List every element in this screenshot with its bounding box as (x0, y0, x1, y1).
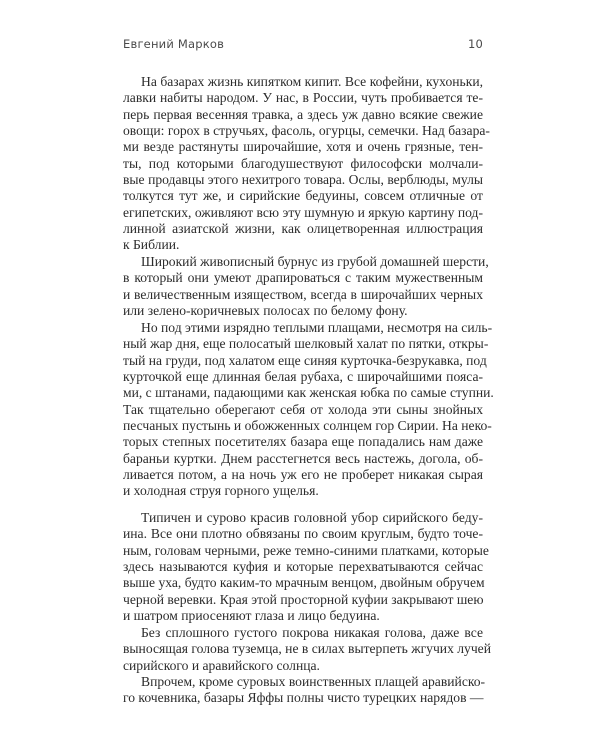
text-line: к Библии. (123, 237, 180, 253)
text-line: в который они умеют драпироваться с таким мужественным (123, 270, 483, 286)
paragraph (123, 320, 494, 500)
text-line: черной веревки. Края этой просторной куфии закрывают шею (123, 591, 484, 607)
paragraph (123, 674, 486, 707)
text-line: Типичен и сурово красив головной убор сирийского беду- (141, 510, 483, 525)
text-line: На базарах жизнь кипятком кипит. Все кофейни, кухоньки, (141, 74, 483, 89)
text-line: Так тщательно оберегают себя от холода эти сыны знойных (123, 401, 483, 417)
text-line: ным, головам черными, реже темно-синими платками, которые (123, 542, 489, 558)
text-line: бараньи куртки. Днем расстегнется весь настежь, догола, об- (123, 450, 483, 466)
text-line: овощи: горох в стручьях, фасоль, огурцы, семечки. Над базара- (123, 123, 490, 139)
text-line: ми, с штанами, падающими как женская юбка по самые ступни. (123, 385, 494, 401)
text-line: курточкой еще длинная белая рубаха, с широчайшими пояса- (123, 369, 483, 385)
text-line: ливается потом, а на ночь уж его не проберет никакая сырая (123, 467, 483, 483)
text-line: лавки набиты народом. У нас, в России, чуть пробивается те- (123, 90, 483, 106)
paragraph (123, 254, 489, 319)
paragraph (123, 625, 491, 674)
text-line: и холодная струя горного ущелья. (123, 483, 319, 499)
text-line: Впрочем, кроме суровых воинственных плащей аравийско- (141, 674, 486, 689)
author-name: Евгений Марков (123, 37, 225, 51)
paragraph (123, 510, 489, 624)
text-line: Но под этими изрядно теплыми плащами, несмотря на силь- (141, 320, 493, 335)
text-line: торых степных посетителях базара еще попадались нам даже (123, 434, 483, 450)
text-line: го кочевника, базары Яффы полны чисто турецких нарядов — (123, 690, 484, 706)
text-line: или зелено-коричневых полосах по белому фону. (123, 303, 408, 319)
text-line: перь первая весенняя травка, а здесь уж давно всякие свежие (123, 106, 483, 122)
text-line: ты, под которыми благодушествуют философски молчали- (123, 155, 483, 171)
text-line: ный жар дня, еще полосатый шелковый халат по пятки, откры- (123, 336, 489, 352)
text-line: Широкий живописный бурнус из грубой домашней шерсти, (141, 254, 489, 269)
text-line: выше уха, будто каким-то мрачным венцом, двойным обручем (123, 575, 485, 591)
page-number: 10 (467, 37, 483, 51)
running-header (123, 37, 483, 53)
text-line: песчаных пустынь и обожженных солнцем гор Сирии. На неко- (123, 418, 492, 434)
text-line: выносящая голова туземца, не в силах вытерпеть жгучих лучей (123, 641, 491, 657)
text-line: Без сплошного густого покрова никакая голова, даже все (141, 625, 483, 640)
text-line: и шатром приосеняют глаза и лицо бедуина. (123, 608, 380, 624)
text-line: тый на груди, под халатом еще синяя курточка-безрукавка, под (123, 352, 487, 368)
text-line: здесь называются куфия и которые перехватываются сейчас (123, 559, 483, 575)
text-line: толкутся тут же, и сирийские бедуины, совсем отличные от (123, 188, 483, 204)
text-line: ми везде растянуты широчайшие, хотя и очень грязные, тен- (123, 139, 483, 155)
text-line: ина. Все они плотно обвязаны по своим круглым, будто точе- (123, 526, 483, 542)
paragraph (123, 74, 490, 254)
text-line: сирийского и аравийского солнца. (123, 657, 320, 673)
text-line: линной азиатской жизни, как олицетворенная иллюстрация (123, 221, 483, 237)
text-line: египетских, оживляют всю эту шумную и яркую картину под- (123, 204, 483, 220)
text-line: и величественным изяществом, всегда в широчайших черных (123, 286, 483, 302)
text-line: вые продавцы этого нехитрого товара. Ослы, верблюды, мулы (123, 172, 483, 188)
